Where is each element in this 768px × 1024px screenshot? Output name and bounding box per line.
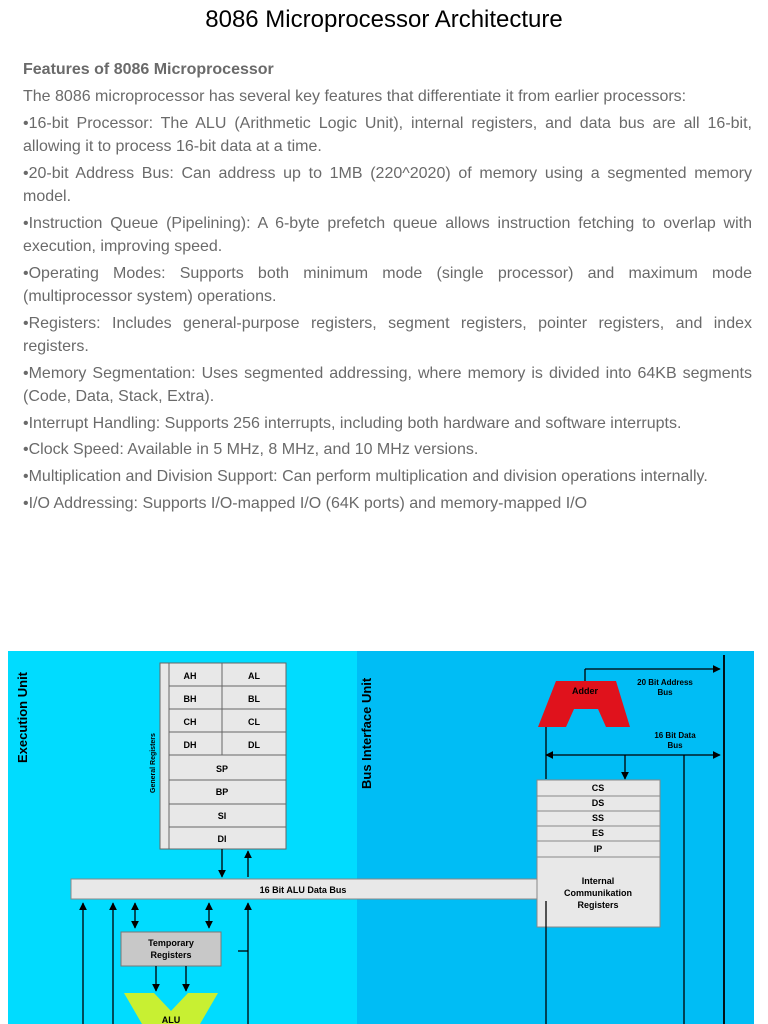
intro-paragraph: The 8086 microprocessor has several key features that differentiate it from earlier processors: <box>23 87 687 105</box>
feature-item: •20-bit Address Bus: Can address up to 1MB (220^2020) of memory using a segmented memory model. <box>23 164 752 205</box>
feature-item: •Memory Segmentation: Uses segmented addressing, where memory is divided into 64KB segments (Code, Data, Stack, Extra). <box>23 364 752 405</box>
feature-item: •Multiplication and Division Support: Can perform multiplication and division operations internally. <box>23 468 708 486</box>
register-bh: BH <box>183 694 197 704</box>
feature-item: •Instruction Queue (Pipelining): A 6-byte prefetch queue allows instruction fetching to overlap with execution, improving speed. <box>23 214 752 255</box>
alu-bus-label: 16 Bit ALU Data Bus <box>259 885 347 895</box>
internal-comm-label-2: Communikation <box>563 888 633 898</box>
register-dl: DL <box>248 740 260 750</box>
register-cl: CL <box>248 717 260 727</box>
register-ss: SS <box>591 813 605 823</box>
register-sp: SP <box>215 764 229 774</box>
data-bus-label-1: 16 Bit Data <box>654 731 696 740</box>
temporary-registers-label-1: Temporary <box>148 938 194 948</box>
register-dh: DH <box>183 740 197 750</box>
feature-item: •I/O Addressing: Supports I/O-mapped I/O (64K ports) and memory-mapped I/O <box>23 494 588 512</box>
register-al: AL <box>248 671 260 681</box>
execution-unit-label: Execution Unit <box>15 671 30 763</box>
features-text <box>23 58 752 519</box>
internal-comm-label-1: Internal <box>581 876 615 886</box>
features-heading: Features of 8086 Microprocessor <box>23 61 274 78</box>
architecture-diagram <box>8 651 754 1024</box>
alu-label: ALU <box>161 1015 181 1024</box>
register-ds: DS <box>591 798 605 808</box>
data-bus-label-2: Bus <box>667 741 683 750</box>
address-bus-label-2: Bus <box>657 688 673 697</box>
register-ah: AH <box>183 671 197 681</box>
register-bl: BL <box>248 694 260 704</box>
register-di: DI <box>217 834 227 844</box>
feature-item: •Interrupt Handling: Supports 256 interrupts, including both hardware and software interrupts. <box>23 414 682 432</box>
register-ch: CH <box>183 717 197 727</box>
feature-item: •16-bit Processor: The ALU (Arithmetic Logic Unit), internal registers, and data bus are all 16-bit, allowing it to process 16-bit data at a time. <box>23 114 752 155</box>
architecture-svg <box>8 651 754 1024</box>
feature-item: •Registers: Includes general-purpose registers, segment registers, pointer registers, and index registers. <box>23 314 752 355</box>
address-bus-label-1: 20 Bit Address <box>637 678 693 687</box>
register-bp: BP <box>215 787 229 797</box>
temporary-registers-label-2: Registers <box>150 950 192 960</box>
register-ip: IP <box>593 844 603 854</box>
register-es: ES <box>591 828 605 838</box>
register-cs: CS <box>591 783 605 793</box>
feature-item: •Operating Modes: Supports both minimum mode (single processor) and maximum mode (multiprocessor system) operations. <box>23 264 752 305</box>
adder-label: Adder <box>571 686 599 696</box>
bus-interface-unit-label: Bus Interface Unit <box>359 677 374 789</box>
internal-comm-label-3: Registers <box>577 900 619 910</box>
page-title: 8086 Microprocessor Architecture <box>205 6 563 33</box>
register-si: SI <box>217 811 227 821</box>
general-registers-label: General Registers <box>150 733 157 793</box>
feature-item: •Clock Speed: Available in 5 MHz, 8 MHz, and 10 MHz versions. <box>23 441 479 459</box>
